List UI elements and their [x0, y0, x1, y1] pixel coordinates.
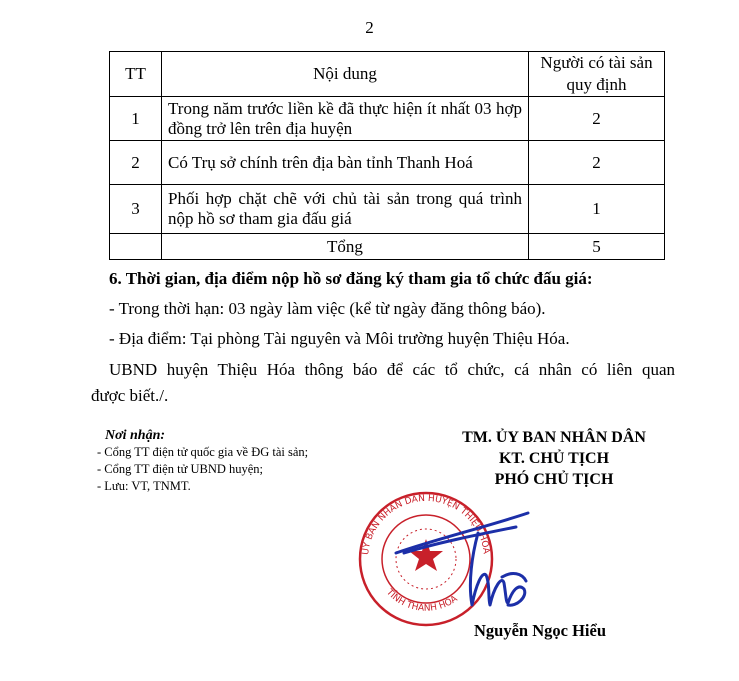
table-row	[110, 97, 665, 141]
row-content: Phối hợp chặt chẽ với chủ tài sản trong quá trình nộp hồ sơ tham gia đấu giá	[162, 185, 529, 234]
section-6-heading: 6. Thời gian, địa điểm nộp hồ sơ đăng ký tham gia tổ chức đấu giá:	[109, 269, 593, 288]
total-empty-cell	[110, 234, 162, 260]
total-value: 5	[529, 234, 665, 260]
official-seal-and-signature	[356, 487, 536, 627]
row-tt: 2	[110, 141, 162, 185]
signature-title-2: KT. CHỦ TỊCH	[498, 450, 610, 467]
recipient-item: - Cổng TT điện tử UBND huyện;	[97, 462, 264, 476]
page-number: 2	[365, 18, 374, 37]
signature-block	[424, 427, 684, 490]
header-content: Nội dung	[162, 52, 529, 97]
table-header-row	[110, 52, 665, 97]
header-tt: TT	[110, 52, 162, 97]
signer-name: Nguyễn Ngọc Hiểu	[474, 621, 606, 640]
submission-time: - Trong thời hạn: 03 ngày làm việc (kể từ ngày đăng thông báo).	[109, 299, 546, 318]
row-content: Trong năm trước liền kề đã thực hiện ít nhất 03 hợp đồng trở lên trên địa huyện	[162, 97, 529, 141]
seal-text-top: ỦY BAN NHÂN DÂN HUYỆN THIỆU HÓA	[361, 493, 491, 556]
row-count: 1	[529, 185, 665, 234]
recipient-item: - Lưu: VT, TNMT.	[97, 479, 191, 493]
row-tt: 1	[110, 97, 162, 141]
recipients-block	[97, 427, 308, 495]
header-count: Người có tài sản quy định	[529, 52, 665, 97]
recipient-item: - Cổng TT điện tử quốc gia về ĐG tài sản;	[97, 445, 309, 459]
row-count: 2	[529, 141, 665, 185]
seal-text-bottom: TỈNH THANH HÓA	[384, 587, 460, 614]
row-content: Có Trụ sở chính trên địa bàn tỉnh Thanh Hoá	[162, 141, 529, 185]
recipients-title: Nơi nhận:	[105, 428, 166, 443]
row-count: 2	[529, 97, 665, 141]
table-row	[110, 185, 665, 234]
closing-line-2: được biết./.	[91, 386, 169, 405]
signature-title-1: TM. ỦY BAN NHÂN DÂN	[462, 429, 646, 446]
handwritten-signature	[396, 513, 528, 605]
criteria-table	[109, 51, 665, 260]
row-tt: 3	[110, 185, 162, 234]
table-row	[110, 141, 665, 185]
total-label: Tổng	[162, 234, 529, 260]
table-total-row	[110, 234, 665, 260]
submission-place: - Địa điểm: Tại phòng Tài nguyên và Môi trường huyện Thiệu Hóa.	[109, 329, 570, 348]
closing-line-1: UBND huyện Thiệu Hóa thông báo để các tổ chức, cá nhân có liên quan	[109, 360, 675, 379]
signature-title-3: PHÓ CHỦ TỊCH	[494, 471, 614, 488]
